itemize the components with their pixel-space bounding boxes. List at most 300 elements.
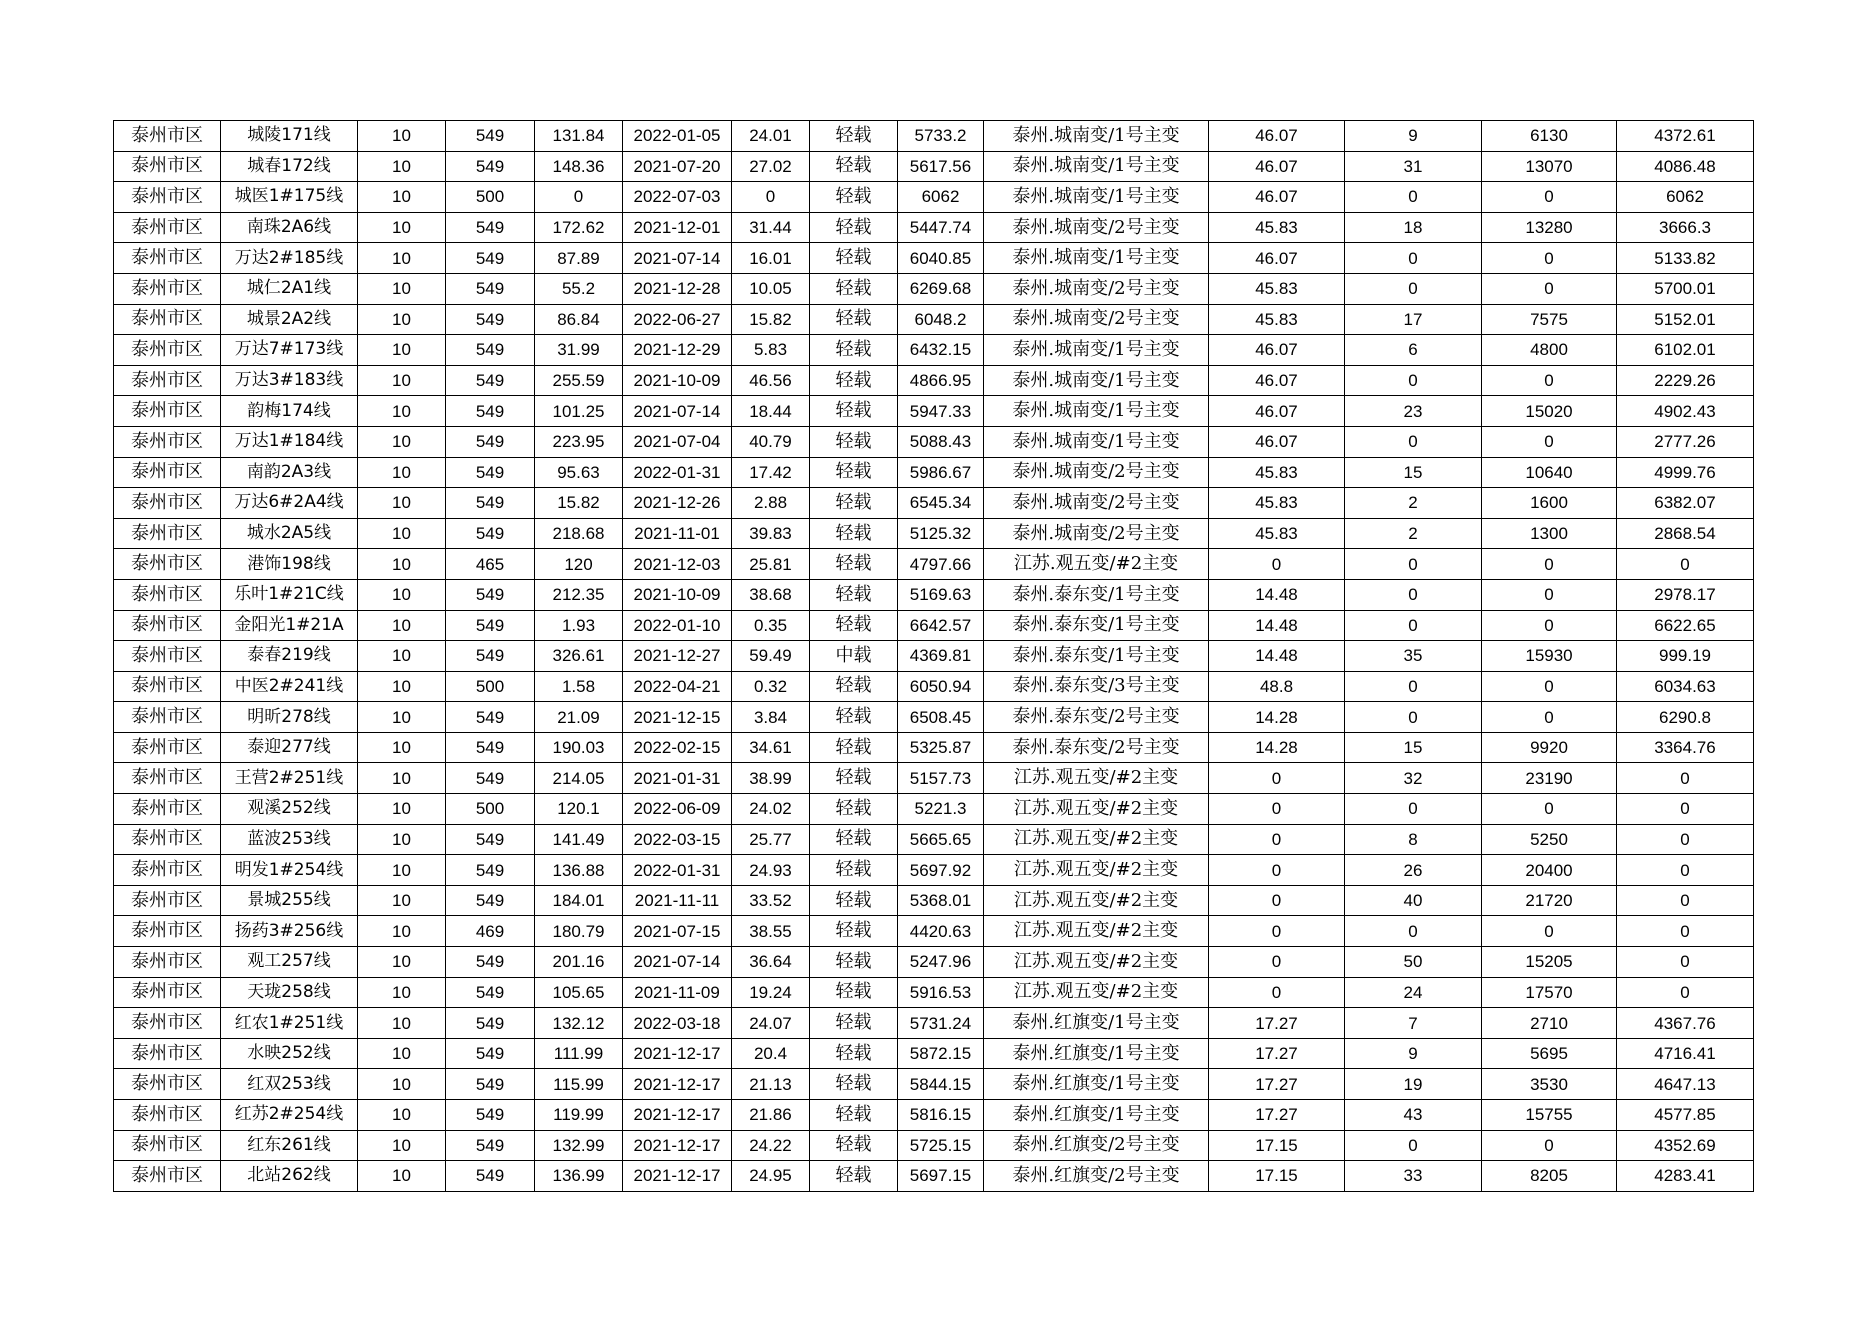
current-load-cell: 255.59 <box>535 365 623 396</box>
region-cell: 泰州市区 <box>114 335 221 366</box>
current-load-cell: 1.58 <box>535 671 623 702</box>
user-count-cell: 8 <box>1345 824 1482 855</box>
user-count-cell: 9 <box>1345 121 1482 152</box>
load-rate-cell: 20.4 <box>732 1038 810 1069</box>
voltage-cell: 10 <box>358 273 446 304</box>
remaining-capacity-cell: 6382.07 <box>1617 488 1754 519</box>
transformer-load-rate-cell: 46.07 <box>1209 426 1345 457</box>
voltage-cell: 10 <box>358 121 446 152</box>
current-load-cell: 101.25 <box>535 396 623 427</box>
table-row <box>114 824 1754 855</box>
table-row <box>114 365 1754 396</box>
current-load-cell: 105.65 <box>535 977 623 1008</box>
date-cell: 2021-12-03 <box>623 549 732 580</box>
user-capacity-cell: 5250 <box>1482 824 1617 855</box>
line-name-cell: 红苏2#254线 <box>221 1100 358 1131</box>
user-count-cell: 9 <box>1345 1038 1482 1069</box>
user-capacity-cell: 13070 <box>1482 151 1617 182</box>
table-row <box>114 763 1754 794</box>
date-cell: 2021-12-17 <box>623 1100 732 1131</box>
user-capacity-cell: 15755 <box>1482 1100 1617 1131</box>
remaining-capacity-cell: 5700.01 <box>1617 273 1754 304</box>
table-body <box>114 121 1754 1192</box>
load-rate-cell: 18.44 <box>732 396 810 427</box>
available-capacity-cell: 5844.15 <box>898 1069 984 1100</box>
table-row <box>114 488 1754 519</box>
user-capacity-cell: 3530 <box>1482 1069 1617 1100</box>
current-load-cell: 223.95 <box>535 426 623 457</box>
remaining-capacity-cell: 0 <box>1617 794 1754 825</box>
user-count-cell: 19 <box>1345 1069 1482 1100</box>
voltage-cell: 10 <box>358 396 446 427</box>
capacity-cell: 549 <box>446 641 535 672</box>
voltage-cell: 10 <box>358 304 446 335</box>
line-name-cell: 蓝波253线 <box>221 824 358 855</box>
date-cell: 2021-12-17 <box>623 1161 732 1192</box>
line-name-cell: 金阳光1#21A <box>221 610 358 641</box>
region-cell: 泰州市区 <box>114 518 221 549</box>
date-cell: 2022-06-09 <box>623 794 732 825</box>
transformer-load-rate-cell: 0 <box>1209 885 1345 916</box>
user-count-cell: 0 <box>1345 794 1482 825</box>
available-capacity-cell: 6508.45 <box>898 702 984 733</box>
remaining-capacity-cell: 0 <box>1617 763 1754 794</box>
table-row <box>114 641 1754 672</box>
load-rate-cell: 38.68 <box>732 579 810 610</box>
transformer-load-rate-cell: 45.83 <box>1209 518 1345 549</box>
date-cell: 2021-07-14 <box>623 396 732 427</box>
transformer-cell: 江苏.观五变/#2主变 <box>984 885 1209 916</box>
date-cell: 2021-07-20 <box>623 151 732 182</box>
remaining-capacity-cell: 6622.65 <box>1617 610 1754 641</box>
load-status-cell: 轻载 <box>810 977 898 1008</box>
available-capacity-cell: 6048.2 <box>898 304 984 335</box>
transformer-cell: 江苏.观五变/#2主变 <box>984 855 1209 886</box>
line-name-cell: 天珑258线 <box>221 977 358 1008</box>
load-status-cell: 轻载 <box>810 549 898 580</box>
table-row <box>114 549 1754 580</box>
capacity-cell: 500 <box>446 794 535 825</box>
available-capacity-cell: 5368.01 <box>898 885 984 916</box>
user-count-cell: 50 <box>1345 947 1482 978</box>
voltage-cell: 10 <box>358 549 446 580</box>
transformer-load-rate-cell: 0 <box>1209 549 1345 580</box>
transformer-load-rate-cell: 45.83 <box>1209 457 1345 488</box>
line-name-cell: 观溪252线 <box>221 794 358 825</box>
table-row <box>114 1100 1754 1131</box>
capacity-cell: 549 <box>446 365 535 396</box>
transformer-load-rate-cell: 17.15 <box>1209 1130 1345 1161</box>
available-capacity-cell: 6545.34 <box>898 488 984 519</box>
voltage-cell: 10 <box>358 243 446 274</box>
load-status-cell: 轻载 <box>810 1130 898 1161</box>
available-capacity-cell: 5221.3 <box>898 794 984 825</box>
capacity-cell: 549 <box>446 1069 535 1100</box>
load-status-cell: 轻载 <box>810 212 898 243</box>
load-status-cell: 轻载 <box>810 1100 898 1131</box>
user-count-cell: 0 <box>1345 273 1482 304</box>
load-rate-cell: 25.77 <box>732 824 810 855</box>
load-status-cell: 轻载 <box>810 1069 898 1100</box>
load-status-cell: 轻载 <box>810 304 898 335</box>
voltage-cell: 10 <box>358 457 446 488</box>
line-name-cell: 城春172线 <box>221 151 358 182</box>
user-capacity-cell: 15020 <box>1482 396 1617 427</box>
region-cell: 泰州市区 <box>114 579 221 610</box>
voltage-cell: 10 <box>358 1038 446 1069</box>
current-load-cell: 212.35 <box>535 579 623 610</box>
voltage-cell: 10 <box>358 947 446 978</box>
capacity-cell: 500 <box>446 671 535 702</box>
user-count-cell: 43 <box>1345 1100 1482 1131</box>
load-status-cell: 轻载 <box>810 763 898 794</box>
current-load-cell: 180.79 <box>535 916 623 947</box>
user-count-cell: 0 <box>1345 549 1482 580</box>
load-rate-cell: 2.88 <box>732 488 810 519</box>
user-capacity-cell: 0 <box>1482 579 1617 610</box>
transformer-cell: 泰州.城南变/2号主变 <box>984 457 1209 488</box>
load-rate-cell: 19.24 <box>732 977 810 1008</box>
date-cell: 2021-12-15 <box>623 702 732 733</box>
voltage-cell: 10 <box>358 702 446 733</box>
line-name-cell: 城景2A2线 <box>221 304 358 335</box>
user-capacity-cell: 0 <box>1482 365 1617 396</box>
user-count-cell: 0 <box>1345 671 1482 702</box>
transformer-load-rate-cell: 0 <box>1209 763 1345 794</box>
load-rate-cell: 25.81 <box>732 549 810 580</box>
current-load-cell: 115.99 <box>535 1069 623 1100</box>
current-load-cell: 136.88 <box>535 855 623 886</box>
date-cell: 2021-07-04 <box>623 426 732 457</box>
transformer-cell: 泰州.城南变/1号主变 <box>984 182 1209 213</box>
line-name-cell: 红东261线 <box>221 1130 358 1161</box>
available-capacity-cell: 6040.85 <box>898 243 984 274</box>
table-row <box>114 1161 1754 1192</box>
line-name-cell: 韵梅174线 <box>221 396 358 427</box>
current-load-cell: 141.49 <box>535 824 623 855</box>
capacity-cell: 549 <box>446 212 535 243</box>
transformer-load-rate-cell: 46.07 <box>1209 151 1345 182</box>
user-count-cell: 23 <box>1345 396 1482 427</box>
date-cell: 2021-07-14 <box>623 243 732 274</box>
transformer-load-rate-cell: 0 <box>1209 977 1345 1008</box>
user-count-cell: 0 <box>1345 579 1482 610</box>
table-row <box>114 671 1754 702</box>
transformer-load-rate-cell: 14.48 <box>1209 610 1345 641</box>
load-status-cell: 轻载 <box>810 396 898 427</box>
date-cell: 2022-03-15 <box>623 824 732 855</box>
table-row <box>114 1038 1754 1069</box>
load-status-cell: 轻载 <box>810 335 898 366</box>
line-name-cell: 景城255线 <box>221 885 358 916</box>
transformer-cell: 泰州.红旗变/1号主变 <box>984 1069 1209 1100</box>
user-capacity-cell: 0 <box>1482 243 1617 274</box>
region-cell: 泰州市区 <box>114 549 221 580</box>
table-row <box>114 151 1754 182</box>
available-capacity-cell: 6642.57 <box>898 610 984 641</box>
load-rate-cell: 21.13 <box>732 1069 810 1100</box>
table-row <box>114 457 1754 488</box>
current-load-cell: 201.16 <box>535 947 623 978</box>
user-count-cell: 24 <box>1345 977 1482 1008</box>
capacity-cell: 549 <box>446 855 535 886</box>
voltage-cell: 10 <box>358 579 446 610</box>
user-count-cell: 35 <box>1345 641 1482 672</box>
capacity-cell: 549 <box>446 243 535 274</box>
date-cell: 2022-04-21 <box>623 671 732 702</box>
date-cell: 2022-01-31 <box>623 457 732 488</box>
load-status-cell: 轻载 <box>810 824 898 855</box>
user-capacity-cell: 15205 <box>1482 947 1617 978</box>
load-status-cell: 轻载 <box>810 1161 898 1192</box>
current-load-cell: 95.63 <box>535 457 623 488</box>
load-rate-cell: 24.95 <box>732 1161 810 1192</box>
user-count-cell: 0 <box>1345 182 1482 213</box>
transformer-cell: 泰州.城南变/1号主变 <box>984 243 1209 274</box>
capacity-cell: 549 <box>446 1161 535 1192</box>
transformer-cell: 泰州.泰东变/1号主变 <box>984 641 1209 672</box>
load-status-cell: 轻载 <box>810 426 898 457</box>
voltage-cell: 10 <box>358 855 446 886</box>
available-capacity-cell: 5733.2 <box>898 121 984 152</box>
transformer-load-rate-cell: 45.83 <box>1209 273 1345 304</box>
date-cell: 2022-01-05 <box>623 121 732 152</box>
transformer-cell: 泰州.城南变/2号主变 <box>984 488 1209 519</box>
transformer-cell: 江苏.观五变/#2主变 <box>984 916 1209 947</box>
load-rate-cell: 34.61 <box>732 732 810 763</box>
region-cell: 泰州市区 <box>114 641 221 672</box>
table-row <box>114 702 1754 733</box>
load-rate-cell: 0.32 <box>732 671 810 702</box>
user-count-cell: 0 <box>1345 365 1482 396</box>
remaining-capacity-cell: 4086.48 <box>1617 151 1754 182</box>
transformer-cell: 泰州.城南变/2号主变 <box>984 518 1209 549</box>
table-row <box>114 273 1754 304</box>
load-rate-cell: 10.05 <box>732 273 810 304</box>
transformer-load-rate-cell: 46.07 <box>1209 182 1345 213</box>
remaining-capacity-cell: 5133.82 <box>1617 243 1754 274</box>
table-row <box>114 426 1754 457</box>
remaining-capacity-cell: 6102.01 <box>1617 335 1754 366</box>
available-capacity-cell: 4797.66 <box>898 549 984 580</box>
transformer-load-rate-cell: 0 <box>1209 916 1345 947</box>
current-load-cell: 120 <box>535 549 623 580</box>
remaining-capacity-cell: 4372.61 <box>1617 121 1754 152</box>
remaining-capacity-cell: 3364.76 <box>1617 732 1754 763</box>
date-cell: 2021-12-17 <box>623 1069 732 1100</box>
load-rate-cell: 0.35 <box>732 610 810 641</box>
user-capacity-cell: 0 <box>1482 549 1617 580</box>
transformer-cell: 江苏.观五变/#2主变 <box>984 549 1209 580</box>
user-count-cell: 15 <box>1345 732 1482 763</box>
voltage-cell: 10 <box>358 916 446 947</box>
remaining-capacity-cell: 4647.13 <box>1617 1069 1754 1100</box>
transformer-load-rate-cell: 17.15 <box>1209 1161 1345 1192</box>
load-rate-cell: 38.55 <box>732 916 810 947</box>
load-rate-cell: 16.01 <box>732 243 810 274</box>
transformer-cell: 江苏.观五变/#2主变 <box>984 824 1209 855</box>
remaining-capacity-cell: 5152.01 <box>1617 304 1754 335</box>
line-name-cell: 城水2A5线 <box>221 518 358 549</box>
date-cell: 2022-01-10 <box>623 610 732 641</box>
region-cell: 泰州市区 <box>114 794 221 825</box>
transformer-cell: 泰州.泰东变/1号主变 <box>984 579 1209 610</box>
available-capacity-cell: 5125.32 <box>898 518 984 549</box>
line-name-cell: 城仁2A1线 <box>221 273 358 304</box>
user-count-cell: 33 <box>1345 1161 1482 1192</box>
date-cell: 2021-12-28 <box>623 273 732 304</box>
capacity-cell: 549 <box>446 824 535 855</box>
data-table <box>113 120 1754 1192</box>
region-cell: 泰州市区 <box>114 977 221 1008</box>
voltage-cell: 10 <box>358 335 446 366</box>
voltage-cell: 10 <box>358 426 446 457</box>
line-name-cell: 水映252线 <box>221 1038 358 1069</box>
user-count-cell: 17 <box>1345 304 1482 335</box>
table-row <box>114 396 1754 427</box>
available-capacity-cell: 5157.73 <box>898 763 984 794</box>
region-cell: 泰州市区 <box>114 610 221 641</box>
region-cell: 泰州市区 <box>114 671 221 702</box>
voltage-cell: 10 <box>358 977 446 1008</box>
available-capacity-cell: 5325.87 <box>898 732 984 763</box>
current-load-cell: 132.12 <box>535 1008 623 1039</box>
transformer-load-rate-cell: 14.48 <box>1209 641 1345 672</box>
transformer-cell: 江苏.观五变/#2主变 <box>984 763 1209 794</box>
user-capacity-cell: 0 <box>1482 916 1617 947</box>
load-rate-cell: 27.02 <box>732 151 810 182</box>
capacity-cell: 549 <box>446 610 535 641</box>
date-cell: 2021-12-17 <box>623 1038 732 1069</box>
capacity-cell: 549 <box>446 457 535 488</box>
transformer-load-rate-cell: 46.07 <box>1209 243 1345 274</box>
transformer-cell: 泰州.红旗变/1号主变 <box>984 1100 1209 1131</box>
available-capacity-cell: 5816.15 <box>898 1100 984 1131</box>
capacity-cell: 549 <box>446 335 535 366</box>
load-rate-cell: 24.02 <box>732 794 810 825</box>
transformer-load-rate-cell: 46.07 <box>1209 396 1345 427</box>
region-cell: 泰州市区 <box>114 396 221 427</box>
line-name-cell: 中医2#241线 <box>221 671 358 702</box>
region-cell: 泰州市区 <box>114 1069 221 1100</box>
load-status-cell: 轻载 <box>810 702 898 733</box>
table-row <box>114 947 1754 978</box>
table-row <box>114 855 1754 886</box>
voltage-cell: 10 <box>358 671 446 702</box>
load-rate-cell: 40.79 <box>732 426 810 457</box>
current-load-cell: 31.99 <box>535 335 623 366</box>
load-status-cell: 轻载 <box>810 518 898 549</box>
remaining-capacity-cell: 2229.26 <box>1617 365 1754 396</box>
voltage-cell: 10 <box>358 885 446 916</box>
region-cell: 泰州市区 <box>114 885 221 916</box>
capacity-cell: 549 <box>446 304 535 335</box>
load-status-cell: 轻载 <box>810 947 898 978</box>
user-capacity-cell: 21720 <box>1482 885 1617 916</box>
line-name-cell: 王营2#251线 <box>221 763 358 794</box>
transformer-cell: 泰州.城南变/1号主变 <box>984 151 1209 182</box>
user-count-cell: 32 <box>1345 763 1482 794</box>
load-status-cell: 轻载 <box>810 1038 898 1069</box>
region-cell: 泰州市区 <box>114 1038 221 1069</box>
capacity-cell: 549 <box>446 518 535 549</box>
load-status-cell: 轻载 <box>810 365 898 396</box>
transformer-cell: 泰州.泰东变/2号主变 <box>984 702 1209 733</box>
remaining-capacity-cell: 2868.54 <box>1617 518 1754 549</box>
transformer-load-rate-cell: 45.83 <box>1209 488 1345 519</box>
user-capacity-cell: 0 <box>1482 182 1617 213</box>
current-load-cell: 136.99 <box>535 1161 623 1192</box>
user-capacity-cell: 23190 <box>1482 763 1617 794</box>
remaining-capacity-cell: 0 <box>1617 824 1754 855</box>
date-cell: 2021-12-17 <box>623 1130 732 1161</box>
line-name-cell: 南珠2A6线 <box>221 212 358 243</box>
load-status-cell: 轻载 <box>810 579 898 610</box>
capacity-cell: 549 <box>446 488 535 519</box>
available-capacity-cell: 4420.63 <box>898 916 984 947</box>
current-load-cell: 190.03 <box>535 732 623 763</box>
user-count-cell: 0 <box>1345 243 1482 274</box>
available-capacity-cell: 6432.15 <box>898 335 984 366</box>
available-capacity-cell: 6050.94 <box>898 671 984 702</box>
transformer-load-rate-cell: 46.07 <box>1209 335 1345 366</box>
line-name-cell: 万达2#185线 <box>221 243 358 274</box>
current-load-cell: 131.84 <box>535 121 623 152</box>
available-capacity-cell: 5916.53 <box>898 977 984 1008</box>
load-rate-cell: 39.83 <box>732 518 810 549</box>
voltage-cell: 10 <box>358 1100 446 1131</box>
remaining-capacity-cell: 4902.43 <box>1617 396 1754 427</box>
voltage-cell: 10 <box>358 1008 446 1039</box>
table-row <box>114 121 1754 152</box>
date-cell: 2021-07-14 <box>623 947 732 978</box>
load-rate-cell: 24.07 <box>732 1008 810 1039</box>
line-name-cell: 乐叶1#21C线 <box>221 579 358 610</box>
region-cell: 泰州市区 <box>114 947 221 978</box>
voltage-cell: 10 <box>358 610 446 641</box>
capacity-cell: 549 <box>446 1008 535 1039</box>
available-capacity-cell: 6269.68 <box>898 273 984 304</box>
user-capacity-cell: 5695 <box>1482 1038 1617 1069</box>
transformer-cell: 泰州.城南变/1号主变 <box>984 335 1209 366</box>
region-cell: 泰州市区 <box>114 212 221 243</box>
voltage-cell: 10 <box>358 1161 446 1192</box>
transformer-cell: 江苏.观五变/#2主变 <box>984 794 1209 825</box>
transformer-cell: 泰州.城南变/2号主变 <box>984 304 1209 335</box>
transformer-cell: 泰州.城南变/1号主变 <box>984 426 1209 457</box>
available-capacity-cell: 5088.43 <box>898 426 984 457</box>
current-load-cell: 86.84 <box>535 304 623 335</box>
load-status-cell: 轻载 <box>810 855 898 886</box>
transformer-load-rate-cell: 17.27 <box>1209 1008 1345 1039</box>
line-name-cell: 泰迎277线 <box>221 732 358 763</box>
remaining-capacity-cell: 2777.26 <box>1617 426 1754 457</box>
date-cell: 2021-11-01 <box>623 518 732 549</box>
line-name-cell: 城陵171线 <box>221 121 358 152</box>
load-rate-cell: 38.99 <box>732 763 810 794</box>
user-capacity-cell: 1300 <box>1482 518 1617 549</box>
transformer-load-rate-cell: 14.48 <box>1209 579 1345 610</box>
table-row <box>114 1008 1754 1039</box>
voltage-cell: 10 <box>358 824 446 855</box>
transformer-cell: 泰州.城南变/2号主变 <box>984 273 1209 304</box>
date-cell: 2021-12-01 <box>623 212 732 243</box>
remaining-capacity-cell: 4283.41 <box>1617 1161 1754 1192</box>
user-capacity-cell: 9920 <box>1482 732 1617 763</box>
available-capacity-cell: 5872.15 <box>898 1038 984 1069</box>
load-status-cell: 轻载 <box>810 1008 898 1039</box>
voltage-cell: 10 <box>358 1069 446 1100</box>
